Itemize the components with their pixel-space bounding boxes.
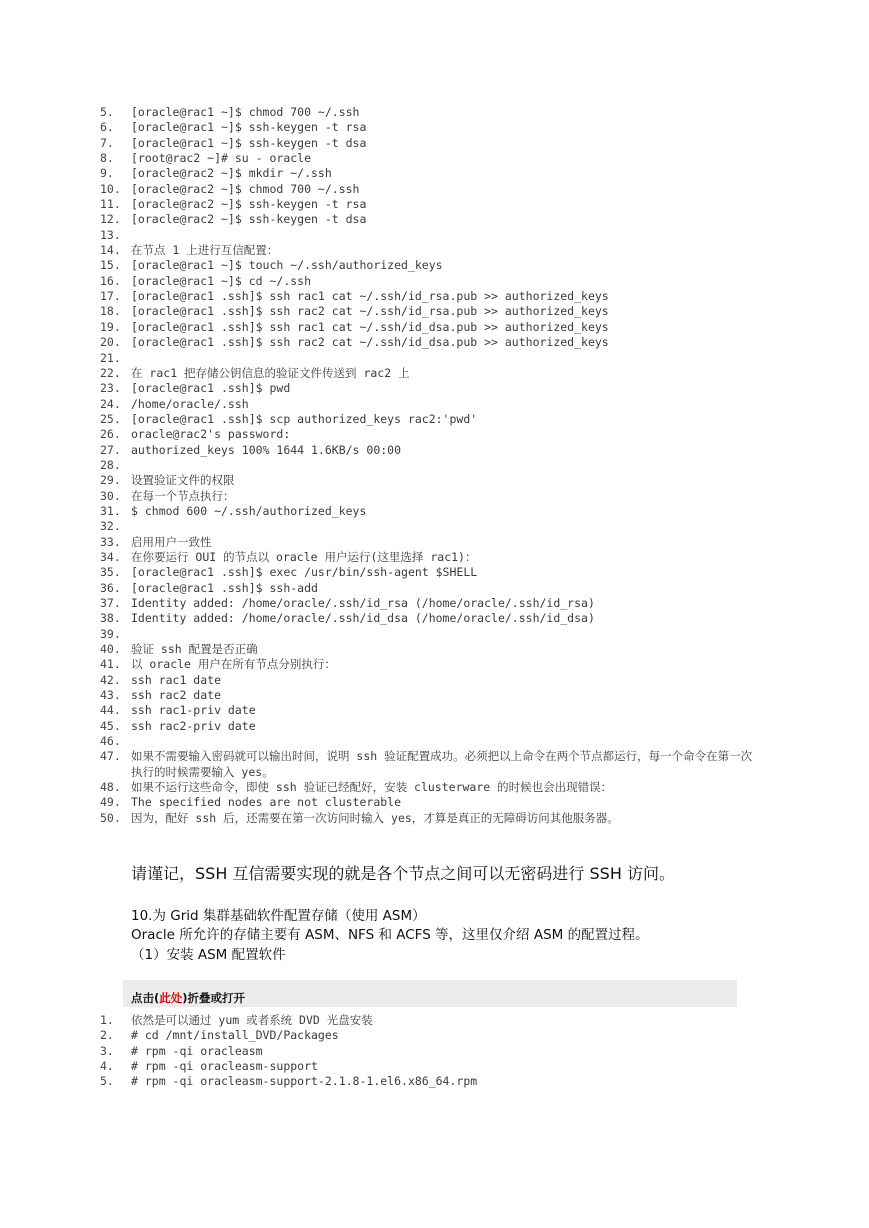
line-text: ssh rac1-priv date xyxy=(131,703,256,718)
code-line xyxy=(100,197,760,212)
code-line xyxy=(100,780,760,795)
line-number: 27. xyxy=(100,442,121,457)
line-number: 29. xyxy=(100,473,121,488)
line-number: 2. xyxy=(100,1028,114,1043)
line-text: [oracle@rac2 ~]$ ssh-keygen -t dsa xyxy=(131,212,367,227)
line-number: 30. xyxy=(100,488,121,503)
section-description: Oracle 所允许的存储主要有 ASM、NFS 和 ACFS 等，这里仅介绍 ASM 的配置过程。 xyxy=(131,927,649,943)
code-line xyxy=(100,120,760,135)
line-number: 32. xyxy=(100,519,121,534)
line-number: 38. xyxy=(100,611,121,626)
line-text: 依然是可以通过 yum 或者系统 DVD 光盘安装 xyxy=(131,1013,373,1027)
line-text: 在 rac1 把存储公钥信息的验证文件传送到 rac2 上 xyxy=(131,365,410,380)
line-text: 验证 ssh 配置是否正确 xyxy=(131,642,258,657)
code-line xyxy=(100,243,760,258)
code-line xyxy=(100,228,760,243)
code-line xyxy=(100,335,760,350)
code-line xyxy=(100,289,760,304)
code-line xyxy=(100,642,760,657)
line-text: [oracle@rac1 .ssh]$ ssh rac1 cat ~/.ssh/id_rsa.pub >> authorized_keys xyxy=(131,289,609,304)
line-text: 因为，配好 ssh 后，还需要在第一次访问时输入 yes，才算是真正的无障碍访问其他服务器。 xyxy=(131,810,619,825)
line-text: ssh rac1 date xyxy=(131,672,222,687)
code-block-ssh-setup xyxy=(100,105,760,826)
line-number: 23. xyxy=(100,381,121,396)
line-number: 40. xyxy=(100,642,121,657)
code-line xyxy=(100,581,760,596)
code-line xyxy=(100,1074,760,1089)
toggle-link[interactable]: 此处 xyxy=(159,991,183,1005)
line-number: 12. xyxy=(100,212,121,227)
code-line xyxy=(100,657,760,672)
code-line xyxy=(100,596,760,611)
line-number: 31. xyxy=(100,503,121,518)
line-number: 28. xyxy=(100,457,121,472)
section-title: 10.为 Grid 集群基础软件配置存储（使用 ASM） xyxy=(131,908,426,924)
code-line xyxy=(100,1044,760,1059)
line-text: # rpm -qi oracleasm-support xyxy=(131,1059,318,1074)
code-line xyxy=(100,1028,760,1043)
code-line xyxy=(100,1059,760,1074)
line-text: ssh rac2-priv date xyxy=(131,718,256,733)
code-line xyxy=(100,304,760,319)
line-number: 8. xyxy=(100,151,114,166)
code-line xyxy=(100,366,760,381)
code-line xyxy=(100,535,760,550)
line-number: 42. xyxy=(100,672,121,687)
line-number: 9. xyxy=(100,166,114,181)
line-number: 18. xyxy=(100,304,121,319)
line-number: 6. xyxy=(100,120,114,135)
line-number: 44. xyxy=(100,703,121,718)
line-number: 19. xyxy=(100,319,121,334)
code-line xyxy=(100,274,760,289)
line-text xyxy=(131,228,760,243)
line-text xyxy=(131,519,760,534)
line-text: [oracle@rac1 .ssh]$ ssh rac2 cat ~/.ssh/id_rsa.pub >> authorized_keys xyxy=(131,304,609,319)
line-text: [oracle@rac1 ~]$ ssh-keygen -t dsa xyxy=(131,135,367,150)
line-text: [oracle@rac1 .ssh]$ ssh rac2 cat ~/.ssh/id_dsa.pub >> authorized_keys xyxy=(131,335,609,350)
code-line xyxy=(100,703,760,718)
code-line xyxy=(100,427,760,442)
line-text: [oracle@rac1 ~]$ ssh-keygen -t rsa xyxy=(131,120,367,135)
line-text xyxy=(131,351,760,366)
line-text: [oracle@rac2 ~]$ chmod 700 ~/.ssh xyxy=(131,181,360,196)
line-text: $ chmod 600 ~/.ssh/authorized_keys xyxy=(131,503,367,518)
code-line xyxy=(100,550,760,565)
line-text: [oracle@rac2 ~]$ mkdir ~/.ssh xyxy=(131,166,332,181)
line-number: 41. xyxy=(100,657,121,672)
ssh-trust-note: 请谨记，SSH 互信需要实现的就是各个节点之间可以无密码进行 SSH 访问。 xyxy=(131,864,675,883)
line-text: [root@rac2 ~]# su - oracle xyxy=(131,151,312,166)
code-line xyxy=(100,688,760,703)
line-text: [oracle@rac1 .ssh]$ exec /usr/bin/ssh-agent $SHELL xyxy=(131,565,478,580)
line-text: [oracle@rac1 ~]$ chmod 700 ~/.ssh xyxy=(131,105,360,119)
line-text: # rpm -qi oracleasm xyxy=(131,1043,263,1058)
code-line xyxy=(100,381,760,396)
line-text: 如果不需要输入密码就可以输出时间，说明 ssh 验证配置成功。必须把以上命令在两个节点都运行，每一个命令在第一次执行的时候需要输入 yes。 xyxy=(131,749,753,779)
line-text: [oracle@rac1 ~]$ touch ~/.ssh/authorized_keys xyxy=(131,258,443,273)
toggle-label[interactable] xyxy=(131,990,245,1006)
line-text: # rpm -qi oracleasm-support-2.1.8-1.el6.x86_64.rpm xyxy=(131,1074,478,1089)
line-number: 46. xyxy=(100,734,121,749)
code-line xyxy=(100,412,760,427)
line-text: [oracle@rac1 .ssh]$ pwd xyxy=(131,381,291,396)
line-number: 4. xyxy=(100,1059,114,1074)
line-text: 设置验证文件的权限 xyxy=(131,473,235,488)
line-number: 36. xyxy=(100,580,121,595)
line-number: 48. xyxy=(100,780,121,795)
code-line xyxy=(100,443,760,458)
line-number: 14. xyxy=(100,243,121,258)
toggle-prefix: 点击( xyxy=(131,991,160,1005)
line-text: 在节点 1 上进行互信配置： xyxy=(131,243,279,258)
code-line xyxy=(100,565,760,580)
line-text: authorized_keys 100% 1644 1.6KB/s 00:00 xyxy=(131,442,402,457)
code-line xyxy=(100,749,760,780)
line-number: 20. xyxy=(100,335,121,350)
line-text: ssh rac2 date xyxy=(131,688,222,703)
line-text: 如果不运行这些命令，即使 ssh 验证已经配好，安装 clusterware 的时候也会出现错误： xyxy=(131,780,613,795)
code-line xyxy=(100,351,760,366)
code-line xyxy=(100,519,760,534)
code-line xyxy=(100,105,760,120)
code-line xyxy=(100,1013,760,1028)
line-text: [oracle@rac1 .ssh]$ ssh rac1 cat ~/.ssh/id_dsa.pub >> authorized_keys xyxy=(131,319,609,334)
line-number: 15. xyxy=(100,258,121,273)
code-line xyxy=(100,151,760,166)
line-number: 33. xyxy=(100,534,121,549)
line-text: 启用用户一致性 xyxy=(131,534,212,549)
code-line xyxy=(100,166,760,181)
line-number: 11. xyxy=(100,197,121,212)
line-text: /home/oracle/.ssh xyxy=(131,396,249,411)
line-text: [oracle@rac1 .ssh]$ scp authorized_keys rac2:'pwd' xyxy=(131,411,478,426)
line-text: # cd /mnt/install_DVD/Packages xyxy=(131,1028,339,1043)
line-number: 10. xyxy=(100,181,121,196)
code-line xyxy=(100,611,760,626)
code-line xyxy=(100,258,760,273)
line-number: 25. xyxy=(100,411,121,426)
line-number: 47. xyxy=(100,749,121,764)
subsection-title: （1）安装 ASM 配置软件 xyxy=(131,947,286,963)
line-number: 13. xyxy=(100,227,121,242)
line-number: 37. xyxy=(100,596,121,610)
code-line xyxy=(100,673,760,688)
line-number: 26. xyxy=(100,427,121,442)
line-number: 7. xyxy=(100,135,114,150)
line-text: [oracle@rac2 ~]$ ssh-keygen -t rsa xyxy=(131,197,367,212)
line-number: 43. xyxy=(100,688,121,703)
line-text: oracle@rac2's password: xyxy=(131,427,291,442)
line-number: 50. xyxy=(100,810,121,825)
line-text: 在你要运行 OUI 的节点以 oracle 用户运行(这里选择 rac1)： xyxy=(131,549,477,564)
line-number: 39. xyxy=(100,626,121,641)
line-number: 17. xyxy=(100,289,121,304)
line-number: 16. xyxy=(100,273,121,288)
line-text xyxy=(131,627,760,642)
line-text: The specified nodes are not clusterable xyxy=(131,795,402,810)
line-number: 35. xyxy=(100,565,121,580)
code-line xyxy=(100,489,760,504)
line-number: 45. xyxy=(100,718,121,733)
line-text xyxy=(131,734,760,749)
code-toggle-bar[interactable] xyxy=(123,980,737,1007)
line-number: 24. xyxy=(100,396,121,411)
line-number: 3. xyxy=(100,1043,114,1058)
line-number: 34. xyxy=(100,549,121,564)
line-number: 22. xyxy=(100,365,121,380)
code-line xyxy=(100,473,760,488)
code-line xyxy=(100,811,760,826)
line-text: Identity added: /home/oracle/.ssh/id_dsa (/home/oracle/.ssh/id_dsa) xyxy=(131,611,595,626)
toggle-suffix: )折叠或打开 xyxy=(182,991,246,1005)
code-line xyxy=(100,397,760,412)
code-line xyxy=(100,458,760,473)
line-number: 5. xyxy=(100,1074,114,1089)
line-text: 以 oracle 用户在所有节点分别执行： xyxy=(131,657,336,672)
line-text: [oracle@rac1 ~]$ cd ~/.ssh xyxy=(131,273,312,288)
line-text: [oracle@rac1 .ssh]$ ssh-add xyxy=(131,580,318,595)
code-line xyxy=(100,734,760,749)
line-text: Identity added: /home/oracle/.ssh/id_rsa (/home/oracle/.ssh/id_rsa) xyxy=(131,596,595,610)
code-line xyxy=(100,795,760,810)
line-number: 1. xyxy=(100,1013,114,1027)
line-text: 在每一个节点执行： xyxy=(131,488,235,503)
code-line xyxy=(100,320,760,335)
code-line xyxy=(100,182,760,197)
line-number: 49. xyxy=(100,795,121,810)
code-line xyxy=(100,136,760,151)
code-line xyxy=(100,212,760,227)
line-number: 5. xyxy=(100,105,114,119)
code-line xyxy=(100,719,760,734)
code-block-asm-install xyxy=(100,1013,760,1090)
line-text xyxy=(131,458,760,473)
code-line xyxy=(100,504,760,519)
line-number: 21. xyxy=(100,350,121,365)
code-line xyxy=(100,627,760,642)
